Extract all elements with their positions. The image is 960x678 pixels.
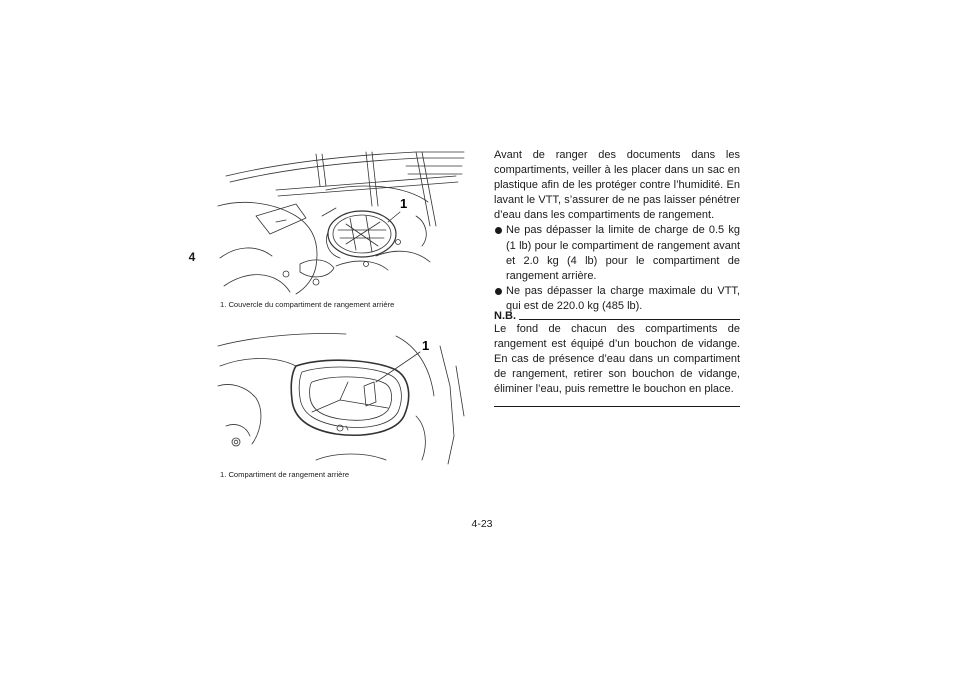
figure-callout-1: 1 bbox=[400, 196, 408, 211]
bullet-item: Ne pas dépasser la charge maximale du VTT, qui est de 220.0 kg (485 lb). bbox=[494, 284, 740, 314]
note-block bbox=[494, 307, 740, 407]
figure-caption-lid: 1. Couvercle du compartiment de rangement arrière bbox=[220, 300, 395, 309]
body-text bbox=[494, 148, 740, 314]
bullet-dot-icon bbox=[495, 288, 502, 295]
bullet-item: Ne pas dépasser la limite de charge de 0.5 kg (1 lb) pour le compartiment de rangement avant et 2.0 kg (4 lb) pour le compartiment de rangement arrière. bbox=[494, 223, 740, 283]
figure-storage-lid bbox=[216, 146, 468, 296]
bullet-list bbox=[494, 223, 740, 314]
note-heading: N.B. bbox=[494, 307, 740, 322]
storage-compartment-illustration bbox=[216, 326, 468, 466]
note-text: Le fond de chacun des compartiments de rangement est équipé d’un bouchon de vidange. En cas de présence d’eau dans un compartiment de rangement, retirer son bouchon de vidange, éliminer l’eau, puis remettre le bouchon en place. bbox=[494, 323, 740, 396]
figure-callout-2: 1 bbox=[422, 338, 430, 353]
figure-caption-compartment: 1. Compartiment de rangement arrière bbox=[220, 470, 350, 479]
page-number: 4-23 bbox=[471, 518, 493, 530]
storage-lid-illustration bbox=[216, 146, 468, 296]
intro-paragraph: Avant de ranger des documents dans les compartiments, veiller à les placer dans un sac en plastique afin de les protéger contre l’humidité. En lavant le VTT, s’assurer de ne pas laisser pénétrer d’eau dans les compartiments de rangement. bbox=[494, 149, 740, 222]
bullet-dot-icon bbox=[495, 227, 502, 234]
note-heading-rule bbox=[519, 319, 740, 320]
note-end-rule bbox=[494, 406, 740, 407]
figure-storage-compartment bbox=[216, 326, 468, 466]
chapter-tab: 4 bbox=[188, 250, 196, 264]
